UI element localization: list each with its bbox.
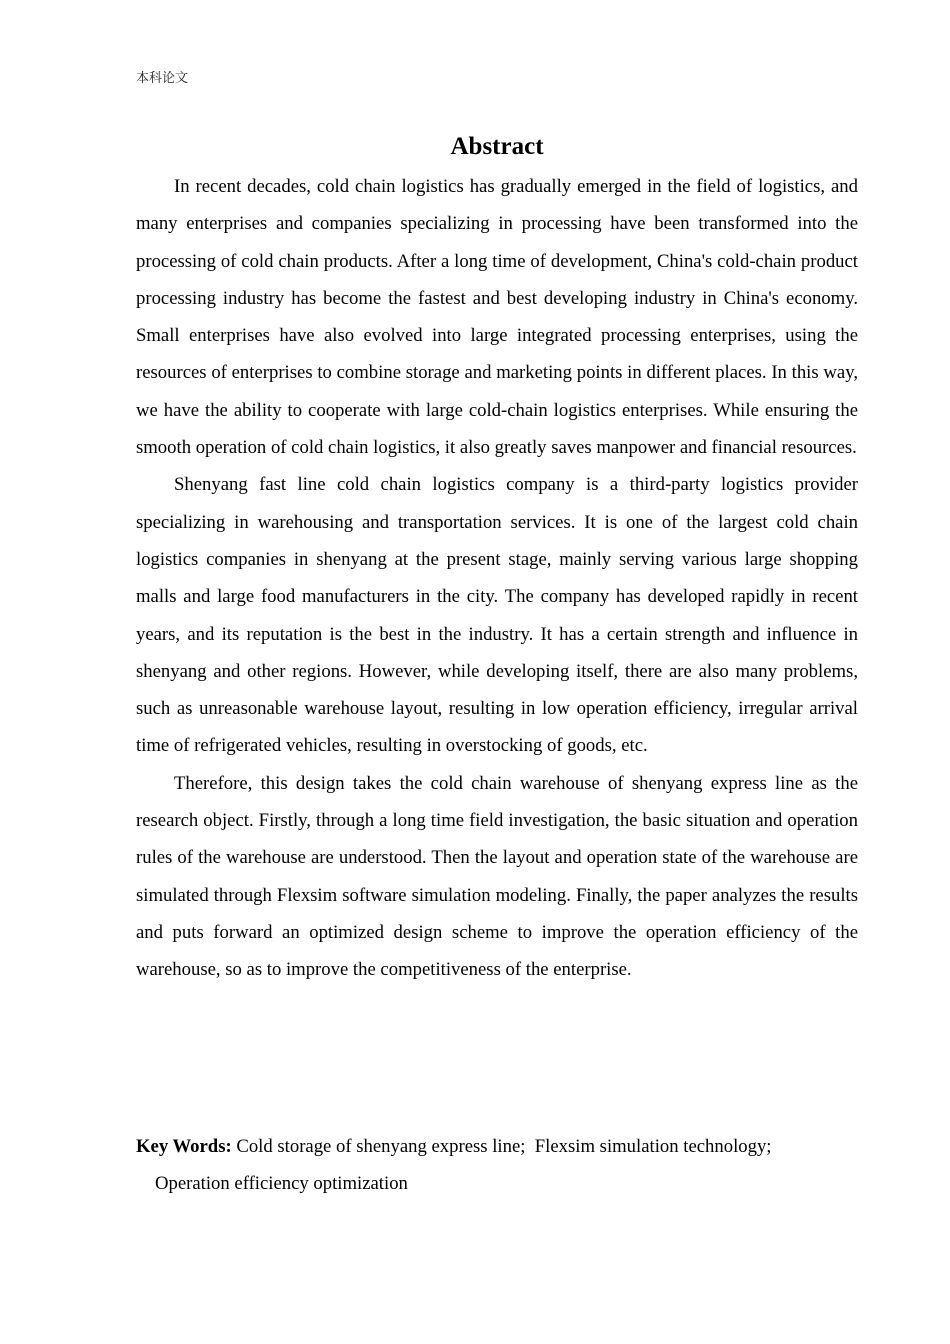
keywords-label: Key Words: (136, 1136, 232, 1157)
keywords-line2: Operation efficiency optimization (155, 1173, 408, 1195)
page-header: 本科论文 (136, 71, 189, 86)
paragraph: Therefore, this design takes the cold chain warehouse of shenyang express line as the research object. Firstly, through a long time field investigation, the basic situation and operation rules of the warehouse are understood. Then the layout and operation state of the warehouse are simulated through Flexsim software simulation modeling. Finally, the paper analyzes the results and puts forward an optimized design scheme to improve the operation efficiency of the warehouse, so as to improve the competitiveness of the enterprise. (136, 772, 858, 981)
abstract-title: Abstract (450, 133, 544, 160)
paragraph: In recent decades, cold chain logistics has gradually emerged in the field of logistics, and many enterprises and companies specializing in processing have been transformed into the processing of cold chain products. After a long time of development, China's cold-chain product processing industry has become the fastest and best developing industry in China's economy. Small enterprises have also evolved into large integrated processing enterprises, using the resources of enterprises to combine storage and marketing points in different places. In this way, we have the ability to cooperate with large cold-chain logistics enterprises. While ensuring the smooth operation of cold chain logistics, it also greatly saves manpower and financial resources. (136, 176, 858, 459)
keywords (136, 1128, 858, 1203)
paragraph: Shenyang fast line cold chain logistics company is a third-party logistics provider specializing in warehousing and transportation services. It is one of the largest cold chain logistics companies in shenyang at the present stage, mainly serving various large shopping malls and large food manufacturers in the city. The company has developed rapidly in recent years, and its reputation is the best in the industry. It has a certain strength and influence in shenyang and other regions. However, while developing itself, there are also many problems, such as unreasonable warehouse layout, resulting in low operation efficiency, irregular arrival time of refrigerated vehicles, resulting in overstocking of goods, etc. (136, 474, 858, 757)
abstract-body (136, 168, 858, 989)
keywords-line1: Cold storage of shenyang express line; Flexsim simulation technology; (231, 1136, 772, 1157)
